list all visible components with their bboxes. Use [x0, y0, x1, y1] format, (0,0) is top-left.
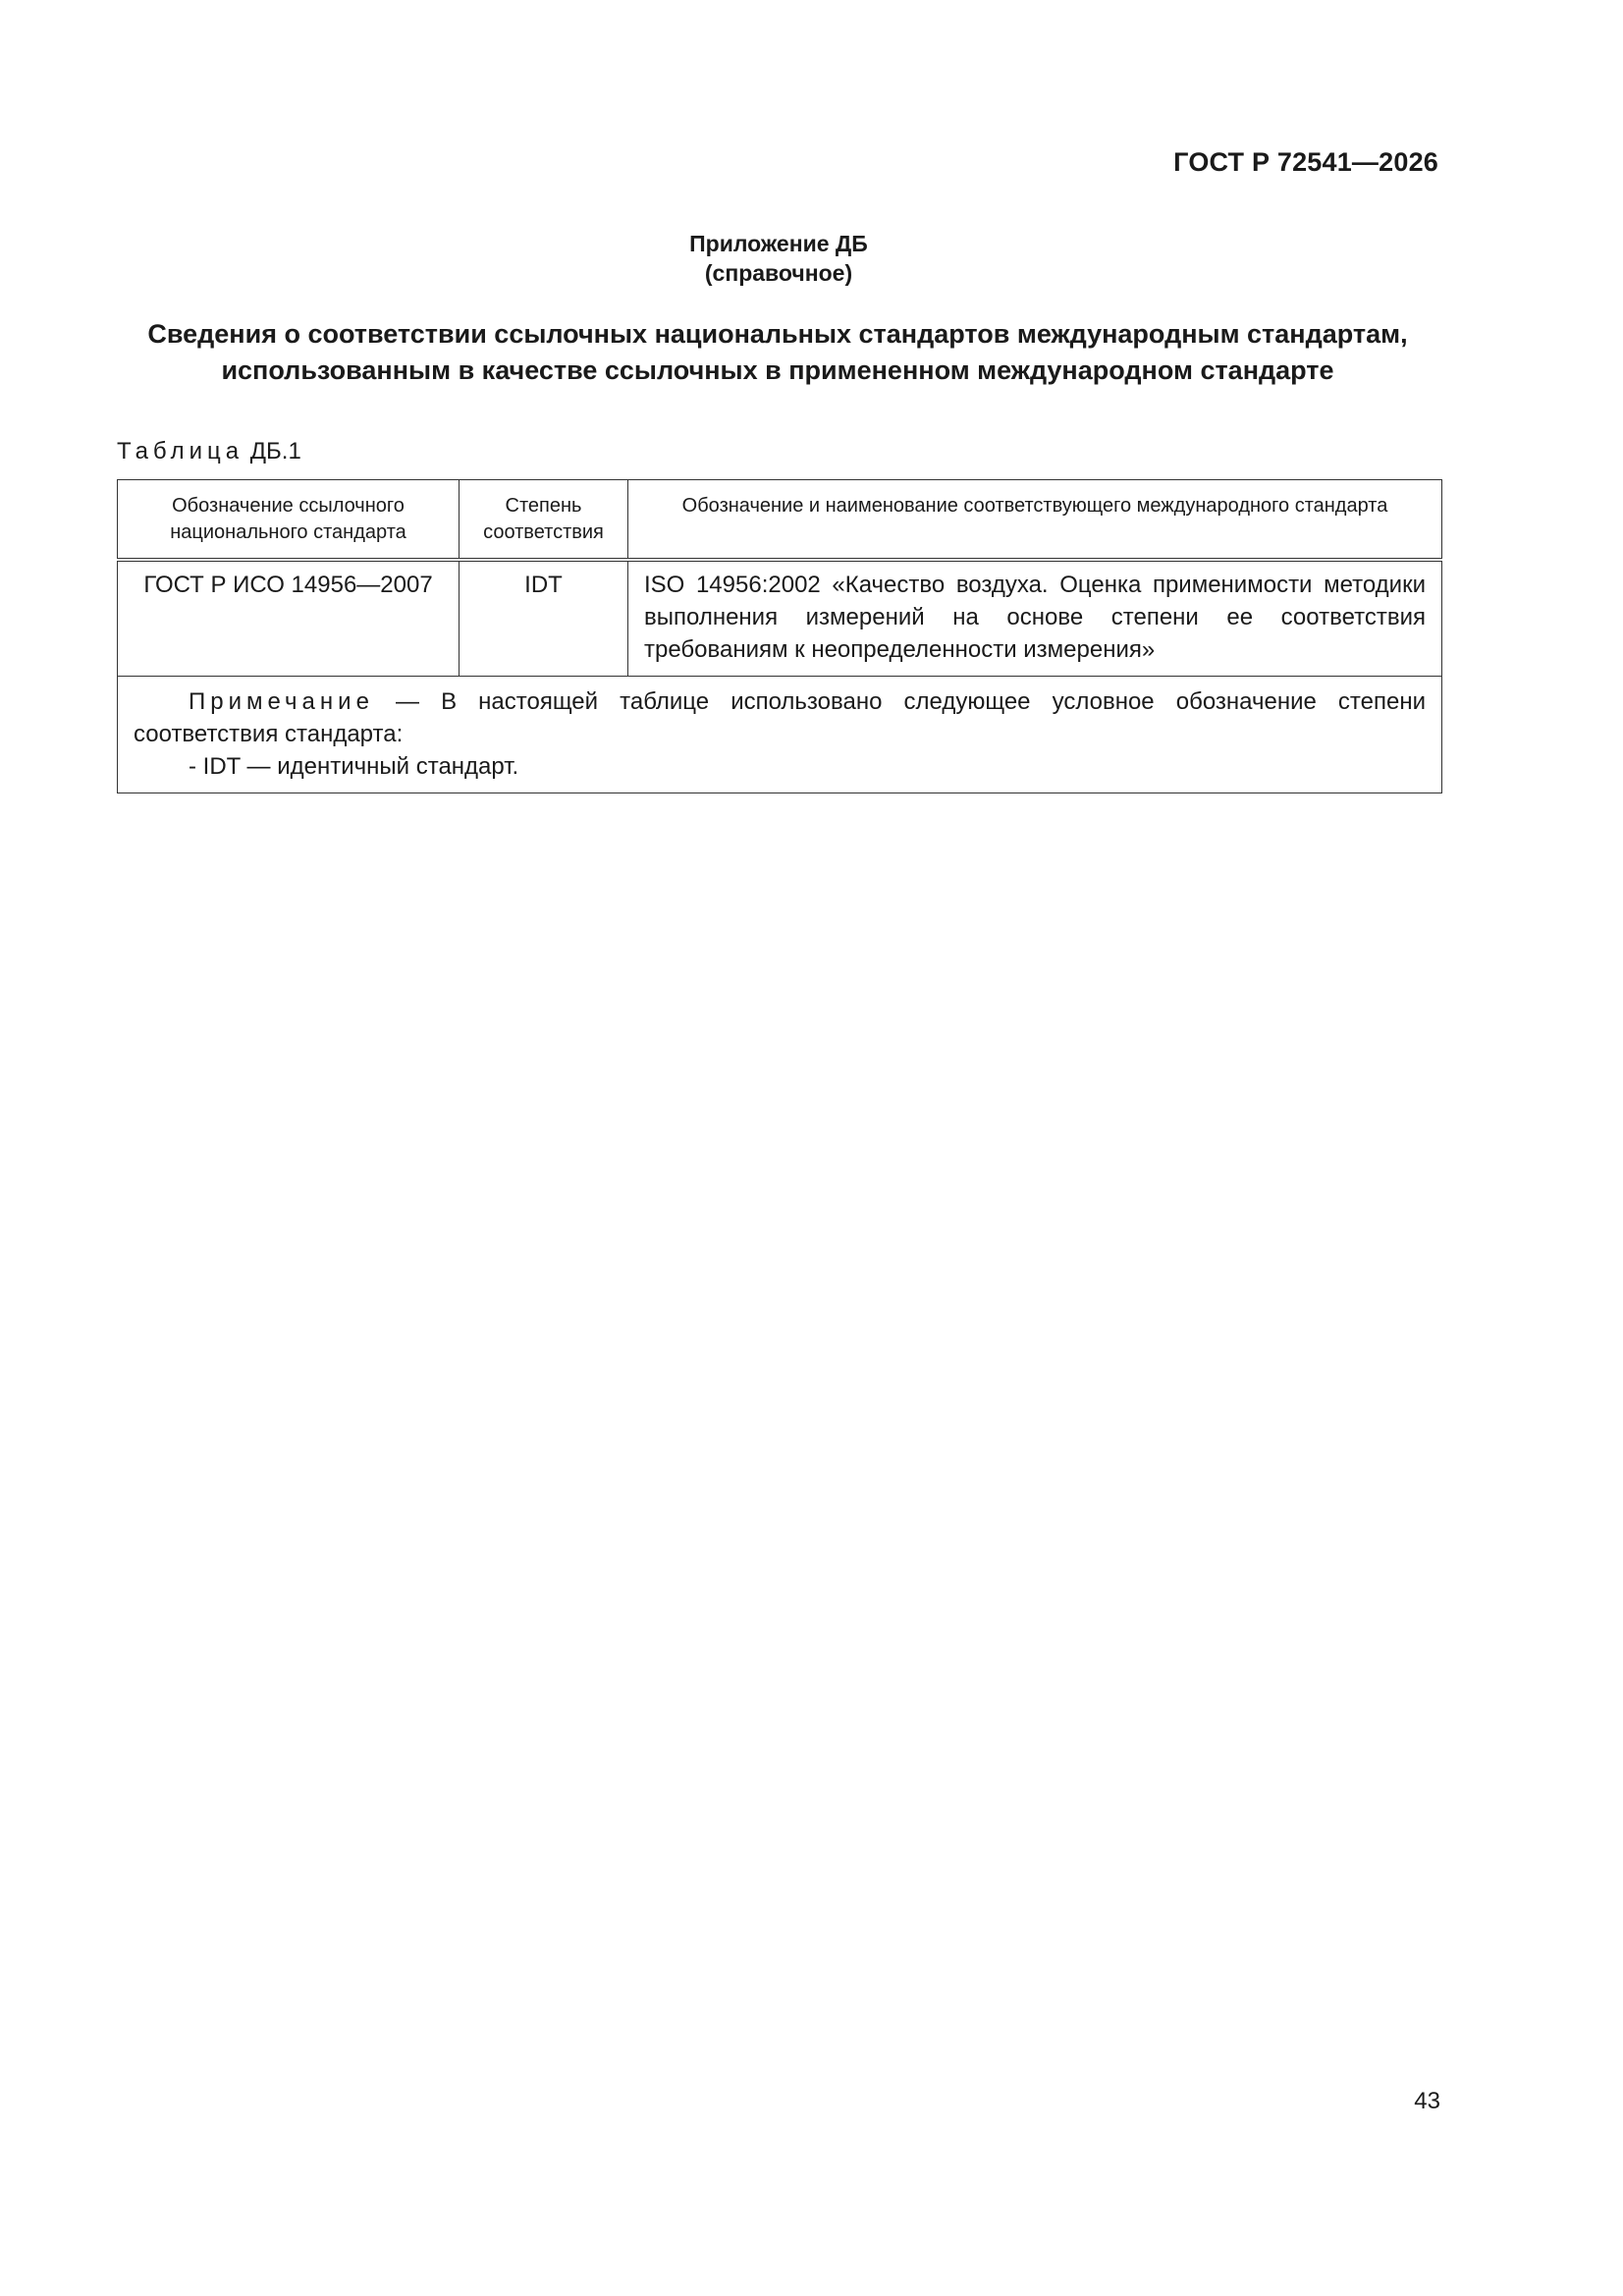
table-caption	[117, 438, 301, 465]
table-caption-number: ДБ.1	[249, 438, 301, 465]
appendix-heading	[0, 229, 1557, 288]
table-note-row	[118, 677, 1442, 793]
table-note	[118, 677, 1442, 793]
note-text	[134, 685, 1426, 750]
column-header-national-standard: Обозначение ссылочного национального стандарта	[118, 480, 460, 561]
cell-national-standard: ГОСТ Р ИСО 14956—2007	[118, 560, 460, 677]
column-header-international-standard: Обозначение и наименование соответствующего международного стандарта	[628, 480, 1442, 561]
reference-standards-table	[117, 479, 1442, 793]
appendix-title: Приложение ДБ	[689, 231, 868, 256]
section-title	[116, 316, 1439, 389]
table-caption-label: Таблица	[117, 438, 244, 465]
note-item: - IDT — идентичный стандарт.	[189, 753, 519, 780]
page-number: 43	[1414, 2088, 1440, 2114]
table-header-row	[118, 480, 1442, 561]
column-header-degree: Степень соответствия	[460, 480, 628, 561]
appendix-subtitle: (справочное)	[704, 260, 853, 286]
note-body: — В настоящей таблице использовано следующее условное обозначение степени соответствия стандарта:	[134, 688, 1426, 747]
cell-international-standard: ISO 14956:2002 «Качество воздуха. Оценка применимости методики выполнения измерений на основе степени ее соответствия требованиям к неопределенности измерения»	[628, 560, 1442, 677]
note-label: Примечание	[189, 688, 374, 715]
section-title-line-2: использованным в качестве ссылочных в примененном международном стандарте	[221, 355, 1334, 385]
cell-degree: IDT	[460, 560, 628, 677]
section-title-line-1: Сведения о соответствии ссылочных национальных стандартов международным стандартам,	[147, 319, 1408, 349]
document-code: ГОСТ Р 72541—2026	[1173, 147, 1438, 177]
table-row	[118, 560, 1442, 677]
